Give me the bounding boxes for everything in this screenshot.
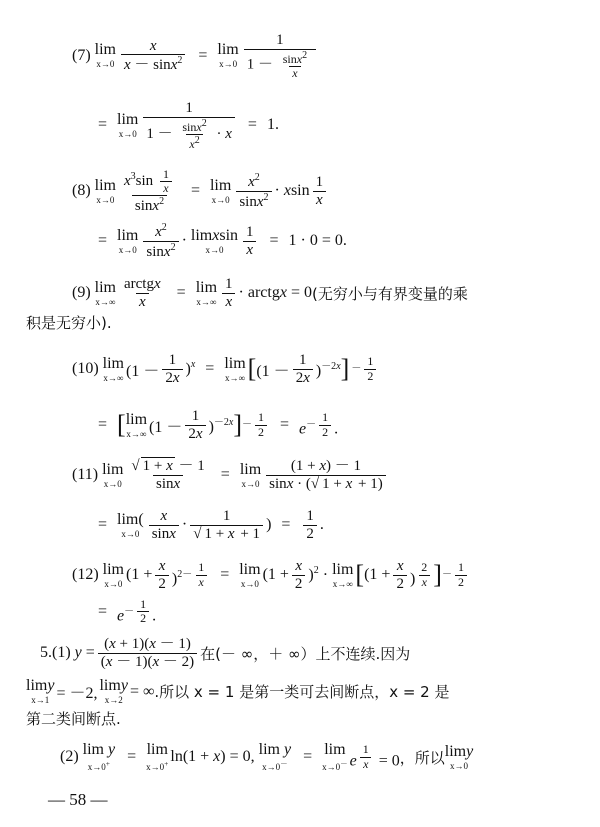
problem-11-line-1: (11) lim x→0 $\frac{√ 1 + x - 1}{\sin x}$ = lim x→0 $\frac{(1 + x) - 1}{\sin x \cdot (√ 1 + x + 1)}$: [72, 458, 389, 492]
exercise-5-1-line-3: 第二类间断点.: [26, 710, 121, 728]
problem-7-line-2: = lim x→0 1 1 － $\frac{\sin x^2}{x^2}$ · x = 1.: [98, 100, 279, 151]
exercise-5-2-line-1: (2) lim y x→0+ = lim x→0+ ln(1 + x) = 0, lim y x→0－ = lim x→0－ e $^{\frac{1}{x}}$ = 0 ，所以 limy x→0: [60, 741, 474, 772]
problem-12-line-2: = $e^{- \frac{1}{2}}$ .: [98, 597, 157, 626]
problem-12-line-1: (12) lim x→0 (1 + $\frac{x}{2}$ )$^{2- \frac{1}{x}}$ = lim x→0 (1 + $\frac{x}{2}$ )$^2$ · lim x→∞ [ (1 + $\frac{x}{2}$ ) $^{\frac{2}{x}}$ ] － $\frac{1}{2}$: [72, 558, 470, 592]
problem-9-line-1: (9) lim x→∞ $\frac{\text{arctgx}}{x}$ = lim x→∞ $\frac{1}{x}$ · arctgx = 0 (无穷小与有界变量的乘: [72, 276, 468, 310]
problem-7-line-1: (7) lim x→0 $\frac{x}{x - \sin x^2}$ = lim x→0 1 1 － $\frac{\sin x^2}{x}$: [72, 32, 319, 80]
problem-10-line-2: = [ lim x→∞ (1 － $\frac{1}{2x}$ )$^{-2x}$ ] － $\frac{1}{2}$ = $e^{- \frac{1}{2}}$ .: [98, 408, 339, 442]
exercise-5-1-line-2: limy x→1 = －2, limy x→2 = ∞ .所以 x = 1 是第一类可去间断点，x = 2 是: [26, 677, 450, 705]
exercise-5-1-line-1: 5.(1) y = $\frac{(x + 1)(x - 1)}{(x - 1)(x - 2)}$ 在(－ ∞，＋ ∞）上不连续.因为: [40, 636, 411, 670]
problem-10-line-1: (10) lim x→∞ (1 － $\frac{1}{2x}$ )$^x$ = lim x→∞ [ (1 － $\frac{1}{2x}$ )$^{-2x}$ ] － $\frac{1}{2}$: [72, 352, 379, 386]
page-number: — 58 —: [48, 790, 108, 809]
problem-9-line-2: 积是无穷小).: [26, 314, 112, 332]
problem-8-line-2: = lim x→0 $\frac{x^2}{\sin x^2}$ · limxsin x→0 $\frac{1}{x}$ = 1 · 0 = 0.: [98, 222, 347, 260]
problem-11-line-2: = lim( x→0 $\frac{x}{\sin x}$ · $\frac{1}{√ 1 + x + 1}$ ) = $\frac{1}{2}$ .: [98, 508, 324, 542]
problem-8-line-1: (8) lim x→0 $x^3\sin$ $\frac{1}{x}$ sinx$^2$ = lim x→0 $\frac{x^2}{\sin x^2}$ · xsin $\frac{1}{x}$: [72, 168, 329, 215]
